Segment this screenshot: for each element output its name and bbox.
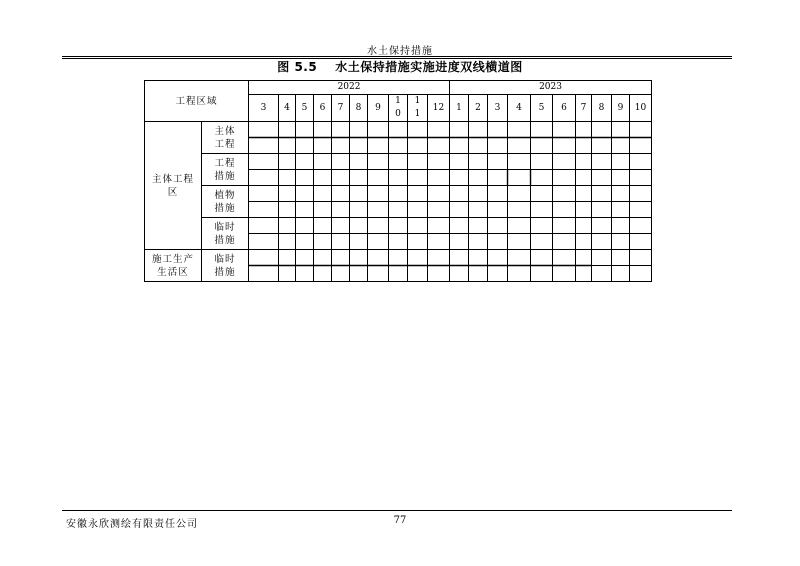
month-cell: 9	[612, 95, 630, 122]
grid-cell	[389, 266, 408, 282]
month-cell: 9	[368, 95, 389, 122]
grid-cell	[576, 138, 592, 154]
grid-cell	[314, 250, 332, 266]
grid-cell	[592, 154, 612, 170]
month-cell: 1 0	[389, 95, 408, 122]
grid-cell	[314, 202, 332, 218]
sub-construction-temporary: 临时措施	[202, 250, 249, 282]
grid-cell	[553, 186, 576, 202]
company-name: 安徽永欣测绘有限责任公司	[66, 519, 198, 530]
month-cell: 3	[488, 95, 508, 122]
month-cell: 12	[428, 95, 450, 122]
grid-cell	[508, 154, 531, 170]
grid-cell	[553, 122, 576, 138]
zone-label: 施工生产生活区	[151, 253, 194, 278]
grid-cell	[249, 218, 279, 234]
grid-cell	[576, 218, 592, 234]
grid-cell	[553, 250, 576, 266]
grid-cell	[612, 266, 630, 282]
grid-cell	[332, 186, 350, 202]
grid-cell	[408, 202, 428, 218]
month-cell: 4	[508, 95, 531, 122]
grid-cell	[279, 250, 296, 266]
grid-cell	[450, 202, 469, 218]
grid-cell	[296, 122, 314, 138]
grid-cell	[332, 138, 350, 154]
sub-engineering-measures: 工程措施	[202, 154, 249, 186]
grid-cell	[389, 250, 408, 266]
grid-cell	[389, 154, 408, 170]
running-header: 水土保持措施	[367, 46, 433, 57]
grid-cell	[332, 122, 350, 138]
grid-cell	[368, 266, 389, 282]
grid-cell	[488, 170, 508, 186]
grid-cell	[408, 154, 428, 170]
grid-cell	[332, 266, 350, 282]
grid-cell	[450, 266, 469, 282]
grid-cell	[389, 186, 408, 202]
grid-cell	[576, 170, 592, 186]
grid-cell	[469, 154, 488, 170]
month-cell: 4	[279, 95, 296, 122]
grid-cell	[553, 202, 576, 218]
grid-cell	[332, 250, 350, 266]
grid-cell	[612, 170, 630, 186]
grid-cell	[428, 154, 450, 170]
grid-cell	[314, 234, 332, 250]
grid-cell	[450, 250, 469, 266]
grid-cell	[408, 266, 428, 282]
grid-cell	[450, 122, 469, 138]
zone-construction-area	[145, 250, 202, 282]
grid-cell	[531, 154, 553, 170]
grid-cell	[488, 122, 508, 138]
grid-cell	[576, 234, 592, 250]
grid-cell	[531, 202, 553, 218]
grid-cell	[612, 234, 630, 250]
grid-cell	[279, 186, 296, 202]
page-number: 77	[393, 515, 407, 526]
grid-cell	[612, 202, 630, 218]
grid-cell	[249, 202, 279, 218]
grid-cell	[314, 218, 332, 234]
grid-cell	[350, 122, 368, 138]
grid-cell	[531, 122, 553, 138]
year-2022: 2022	[249, 81, 450, 95]
grid-cell	[249, 154, 279, 170]
grid-cell	[332, 234, 350, 250]
grid-cell	[508, 266, 531, 282]
grid-cell	[296, 154, 314, 170]
grid-cell	[592, 250, 612, 266]
grid-cell	[350, 170, 368, 186]
grid-cell	[332, 170, 350, 186]
grid-cell	[553, 138, 576, 154]
grid-cell	[469, 170, 488, 186]
grid-cell	[428, 138, 450, 154]
grid-cell	[296, 234, 314, 250]
grid-cell	[488, 138, 508, 154]
grid-cell	[408, 170, 428, 186]
grid-cell	[630, 266, 652, 282]
grid-cell	[389, 170, 408, 186]
grid-cell	[488, 218, 508, 234]
grid-cell	[531, 138, 553, 154]
grid-cell	[249, 186, 279, 202]
grid-cell	[428, 170, 450, 186]
grid-cell	[368, 218, 389, 234]
grid-cell	[249, 266, 279, 282]
grid-cell	[576, 266, 592, 282]
grid-cell	[612, 138, 630, 154]
grid-cell	[279, 266, 296, 282]
grid-cell	[296, 266, 314, 282]
grid-cell	[249, 170, 279, 186]
grid-cell	[368, 186, 389, 202]
grid-cell	[350, 266, 368, 282]
grid-cell	[469, 186, 488, 202]
month-cell: 8	[592, 95, 612, 122]
grid-cell	[531, 218, 553, 234]
grid-cell	[612, 154, 630, 170]
grid-cell	[553, 170, 576, 186]
month-cell: 7	[576, 95, 592, 122]
grid-cell	[296, 186, 314, 202]
grid-cell	[508, 170, 531, 186]
grid-cell	[389, 202, 408, 218]
grid-cell	[469, 218, 488, 234]
grid-cell	[314, 170, 332, 186]
grid-cell	[592, 138, 612, 154]
month-cell: 3	[249, 95, 279, 122]
grid-cell	[576, 154, 592, 170]
month-cell: 2	[469, 95, 488, 122]
grid-cell	[553, 154, 576, 170]
grid-cell	[428, 234, 450, 250]
grid-cell	[428, 250, 450, 266]
month-cell: 5	[296, 95, 314, 122]
grid-cell	[630, 170, 652, 186]
grid-cell	[592, 218, 612, 234]
grid-cell	[508, 202, 531, 218]
grid-cell	[332, 202, 350, 218]
grid-cell	[249, 234, 279, 250]
grid-cell	[469, 266, 488, 282]
grid-cell	[576, 186, 592, 202]
grid-cell	[576, 250, 592, 266]
grid-cell	[630, 122, 652, 138]
grid-cell	[279, 154, 296, 170]
grid-cell	[450, 154, 469, 170]
grid-cell	[488, 266, 508, 282]
grid-cell	[279, 202, 296, 218]
grid-cell	[488, 234, 508, 250]
grid-cell	[531, 266, 553, 282]
grid-cell	[553, 266, 576, 282]
grid-cell	[592, 186, 612, 202]
grid-cell	[592, 202, 612, 218]
grid-cell	[314, 122, 332, 138]
grid-cell	[553, 234, 576, 250]
grid-cell	[488, 186, 508, 202]
grid-cell	[630, 202, 652, 218]
grid-cell	[296, 138, 314, 154]
grid-cell	[450, 170, 469, 186]
grid-cell	[450, 218, 469, 234]
corner-label: 工程区域	[145, 81, 249, 122]
grid-cell	[592, 234, 612, 250]
grid-cell	[389, 122, 408, 138]
grid-cell	[612, 122, 630, 138]
grid-cell	[469, 234, 488, 250]
grid-cell	[553, 218, 576, 234]
sub-main-works: 主体工程	[202, 122, 249, 154]
grid-cell	[314, 154, 332, 170]
schedule-table	[144, 80, 652, 282]
grid-cell	[469, 138, 488, 154]
grid-cell	[350, 234, 368, 250]
month-cell: 5	[531, 95, 553, 122]
footer-rule	[62, 510, 732, 511]
grid-cell	[630, 186, 652, 202]
grid-cell	[249, 138, 279, 154]
grid-cell	[408, 250, 428, 266]
grid-cell	[450, 186, 469, 202]
year-2023: 2023	[450, 81, 652, 95]
grid-cell	[592, 266, 612, 282]
month-cell: 7	[332, 95, 350, 122]
grid-cell	[428, 186, 450, 202]
grid-cell	[592, 170, 612, 186]
grid-cell	[531, 250, 553, 266]
month-cell: 6	[314, 95, 332, 122]
grid-cell	[249, 122, 279, 138]
grid-cell	[368, 250, 389, 266]
grid-cell	[428, 218, 450, 234]
figure-caption: 水土保持措施实施进度双线横道图	[335, 60, 523, 74]
grid-cell	[531, 170, 553, 186]
month-cell: 1	[450, 95, 469, 122]
grid-cell	[249, 250, 279, 266]
month-cell: 10	[630, 95, 652, 122]
grid-cell	[592, 122, 612, 138]
grid-cell	[508, 234, 531, 250]
grid-cell	[368, 122, 389, 138]
grid-cell	[630, 154, 652, 170]
grid-cell	[612, 218, 630, 234]
grid-cell	[531, 186, 553, 202]
figure-title	[0, 58, 800, 75]
grid-cell	[408, 138, 428, 154]
grid-cell	[488, 250, 508, 266]
grid-cell	[350, 250, 368, 266]
grid-cell	[408, 234, 428, 250]
grid-cell	[389, 234, 408, 250]
zone-main-works	[145, 122, 202, 250]
grid-cell	[630, 138, 652, 154]
zone-label: 主体工程区	[151, 173, 194, 198]
grid-cell	[279, 122, 296, 138]
grid-cell	[296, 250, 314, 266]
grid-cell	[350, 154, 368, 170]
grid-cell	[368, 202, 389, 218]
grid-cell	[450, 234, 469, 250]
grid-cell	[630, 250, 652, 266]
grid-cell	[314, 186, 332, 202]
grid-cell	[576, 202, 592, 218]
grid-cell	[469, 122, 488, 138]
grid-cell	[314, 138, 332, 154]
grid-cell	[508, 218, 531, 234]
grid-cell	[279, 218, 296, 234]
grid-cell	[314, 266, 332, 282]
grid-cell	[469, 250, 488, 266]
grid-cell	[428, 266, 450, 282]
header-rule	[62, 56, 732, 57]
grid-cell	[508, 186, 531, 202]
grid-cell	[368, 138, 389, 154]
figure-number: 图 5.5	[277, 60, 318, 74]
grid-cell	[428, 122, 450, 138]
sub-vegetation-measures: 植物措施	[202, 186, 249, 218]
grid-cell	[488, 154, 508, 170]
grid-cell	[408, 186, 428, 202]
month-cell: 8	[350, 95, 368, 122]
grid-cell	[630, 218, 652, 234]
sub-temporary-measures: 临时措施	[202, 218, 249, 250]
month-cell: 1 1	[408, 95, 428, 122]
month-cell: 6	[553, 95, 576, 122]
grid-cell	[576, 122, 592, 138]
grid-cell	[469, 202, 488, 218]
grid-cell	[350, 202, 368, 218]
grid-cell	[488, 202, 508, 218]
grid-cell	[428, 202, 450, 218]
grid-cell	[408, 122, 428, 138]
grid-cell	[508, 250, 531, 266]
grid-cell	[350, 218, 368, 234]
grid-cell	[389, 218, 408, 234]
grid-cell	[332, 154, 350, 170]
grid-cell	[408, 218, 428, 234]
grid-cell	[279, 170, 296, 186]
grid-cell	[389, 138, 408, 154]
grid-cell	[279, 234, 296, 250]
grid-cell	[531, 234, 553, 250]
grid-cell	[350, 138, 368, 154]
grid-cell	[508, 138, 531, 154]
grid-cell	[332, 218, 350, 234]
grid-cell	[368, 154, 389, 170]
grid-cell	[508, 122, 531, 138]
grid-cell	[296, 170, 314, 186]
grid-cell	[630, 234, 652, 250]
grid-cell	[612, 186, 630, 202]
grid-cell	[279, 138, 296, 154]
grid-cell	[450, 138, 469, 154]
grid-cell	[368, 234, 389, 250]
grid-cell	[368, 170, 389, 186]
grid-cell	[350, 186, 368, 202]
grid-cell	[296, 202, 314, 218]
grid-cell	[296, 218, 314, 234]
grid-cell	[612, 250, 630, 266]
